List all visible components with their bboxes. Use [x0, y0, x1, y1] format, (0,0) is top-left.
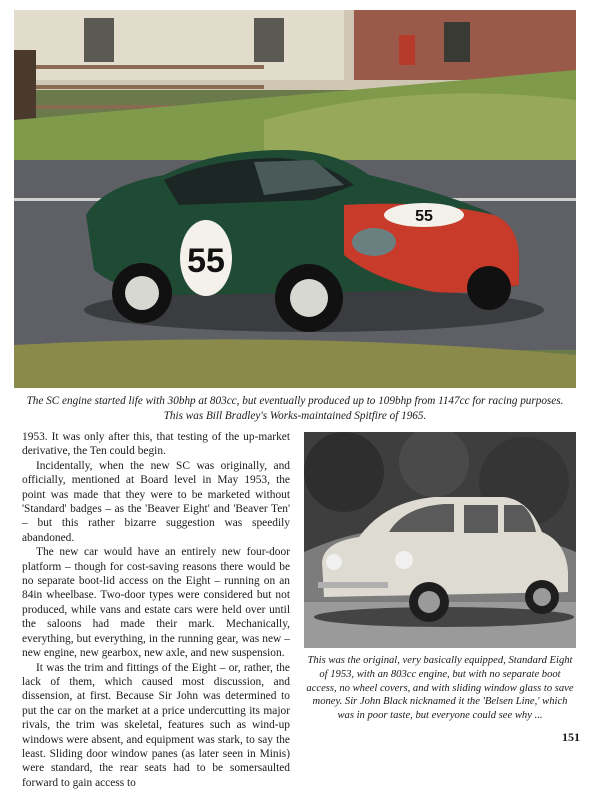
page-number: 151 [540, 730, 580, 745]
paragraph-2: Incidentally, when the new SC was originally, and officially, mentioned at Board level in May 1953, the point was made that they were to be marketed without 'Standard' badges – as the 'Beaver Eight' and 'Beaver Ten' – but this rather bizarre suggestion was speedily abandoned. [22, 459, 290, 545]
standard-eight-photo [304, 432, 576, 648]
body-text-column [22, 430, 290, 790]
paragraph-1: 1953. It was only after this, that testing of the up-market derivative, the Ten could begin. [22, 430, 290, 459]
bonnet-racing-number: 55 [415, 208, 433, 225]
racing-number: 55 [187, 242, 225, 280]
top-caption-line-1: The SC engine started life with 30bhp at 803cc, but eventually produced up to 109bhp from 1147cc for racing purposes. [14, 394, 576, 409]
racing-car-photo [14, 10, 576, 388]
paragraph-3: The new car would have an entirely new four-door platform – though for cost-saving reasons there would be no separate boot-lid access on the Eight – running on an 84in wheelbase. Two-door types were considered but not produced, while vans and estate cars were held over until the saloons had made their mark. Mechanically, everything, but everything, in the running gear, was new – new engine, new gearbox, new axle, and new suspension. [22, 545, 290, 660]
top-caption-line-2: This was Bill Bradley's Works-maintained Spitfire of 1965. [14, 409, 576, 424]
top-photo-caption [14, 394, 576, 424]
side-photo-caption: This was the original, very basically equipped, Standard Eight of 1953, with an 803cc engine, but with no separate boot access, no wheel covers, and with sliding window glass to save money. Sir John Black nicknamed it the 'Belsen Line,' which was in poor taste, but everyone could see why ... [304, 654, 576, 723]
paragraph-4: It was the trim and fittings of the Eight – or, rather, the lack of them, which caused most discussion, and dissension, at first. Because Sir John was determined to put the car on the market at a price undercutting its major rivals, the trim was skeletal, features such as wind-up windows were absent, and equipment was stark, to say the least. Sliding door window panes (as later seen in Minis) were standard, the rear seats had to be somersaulted forward to gain access to [22, 661, 290, 790]
